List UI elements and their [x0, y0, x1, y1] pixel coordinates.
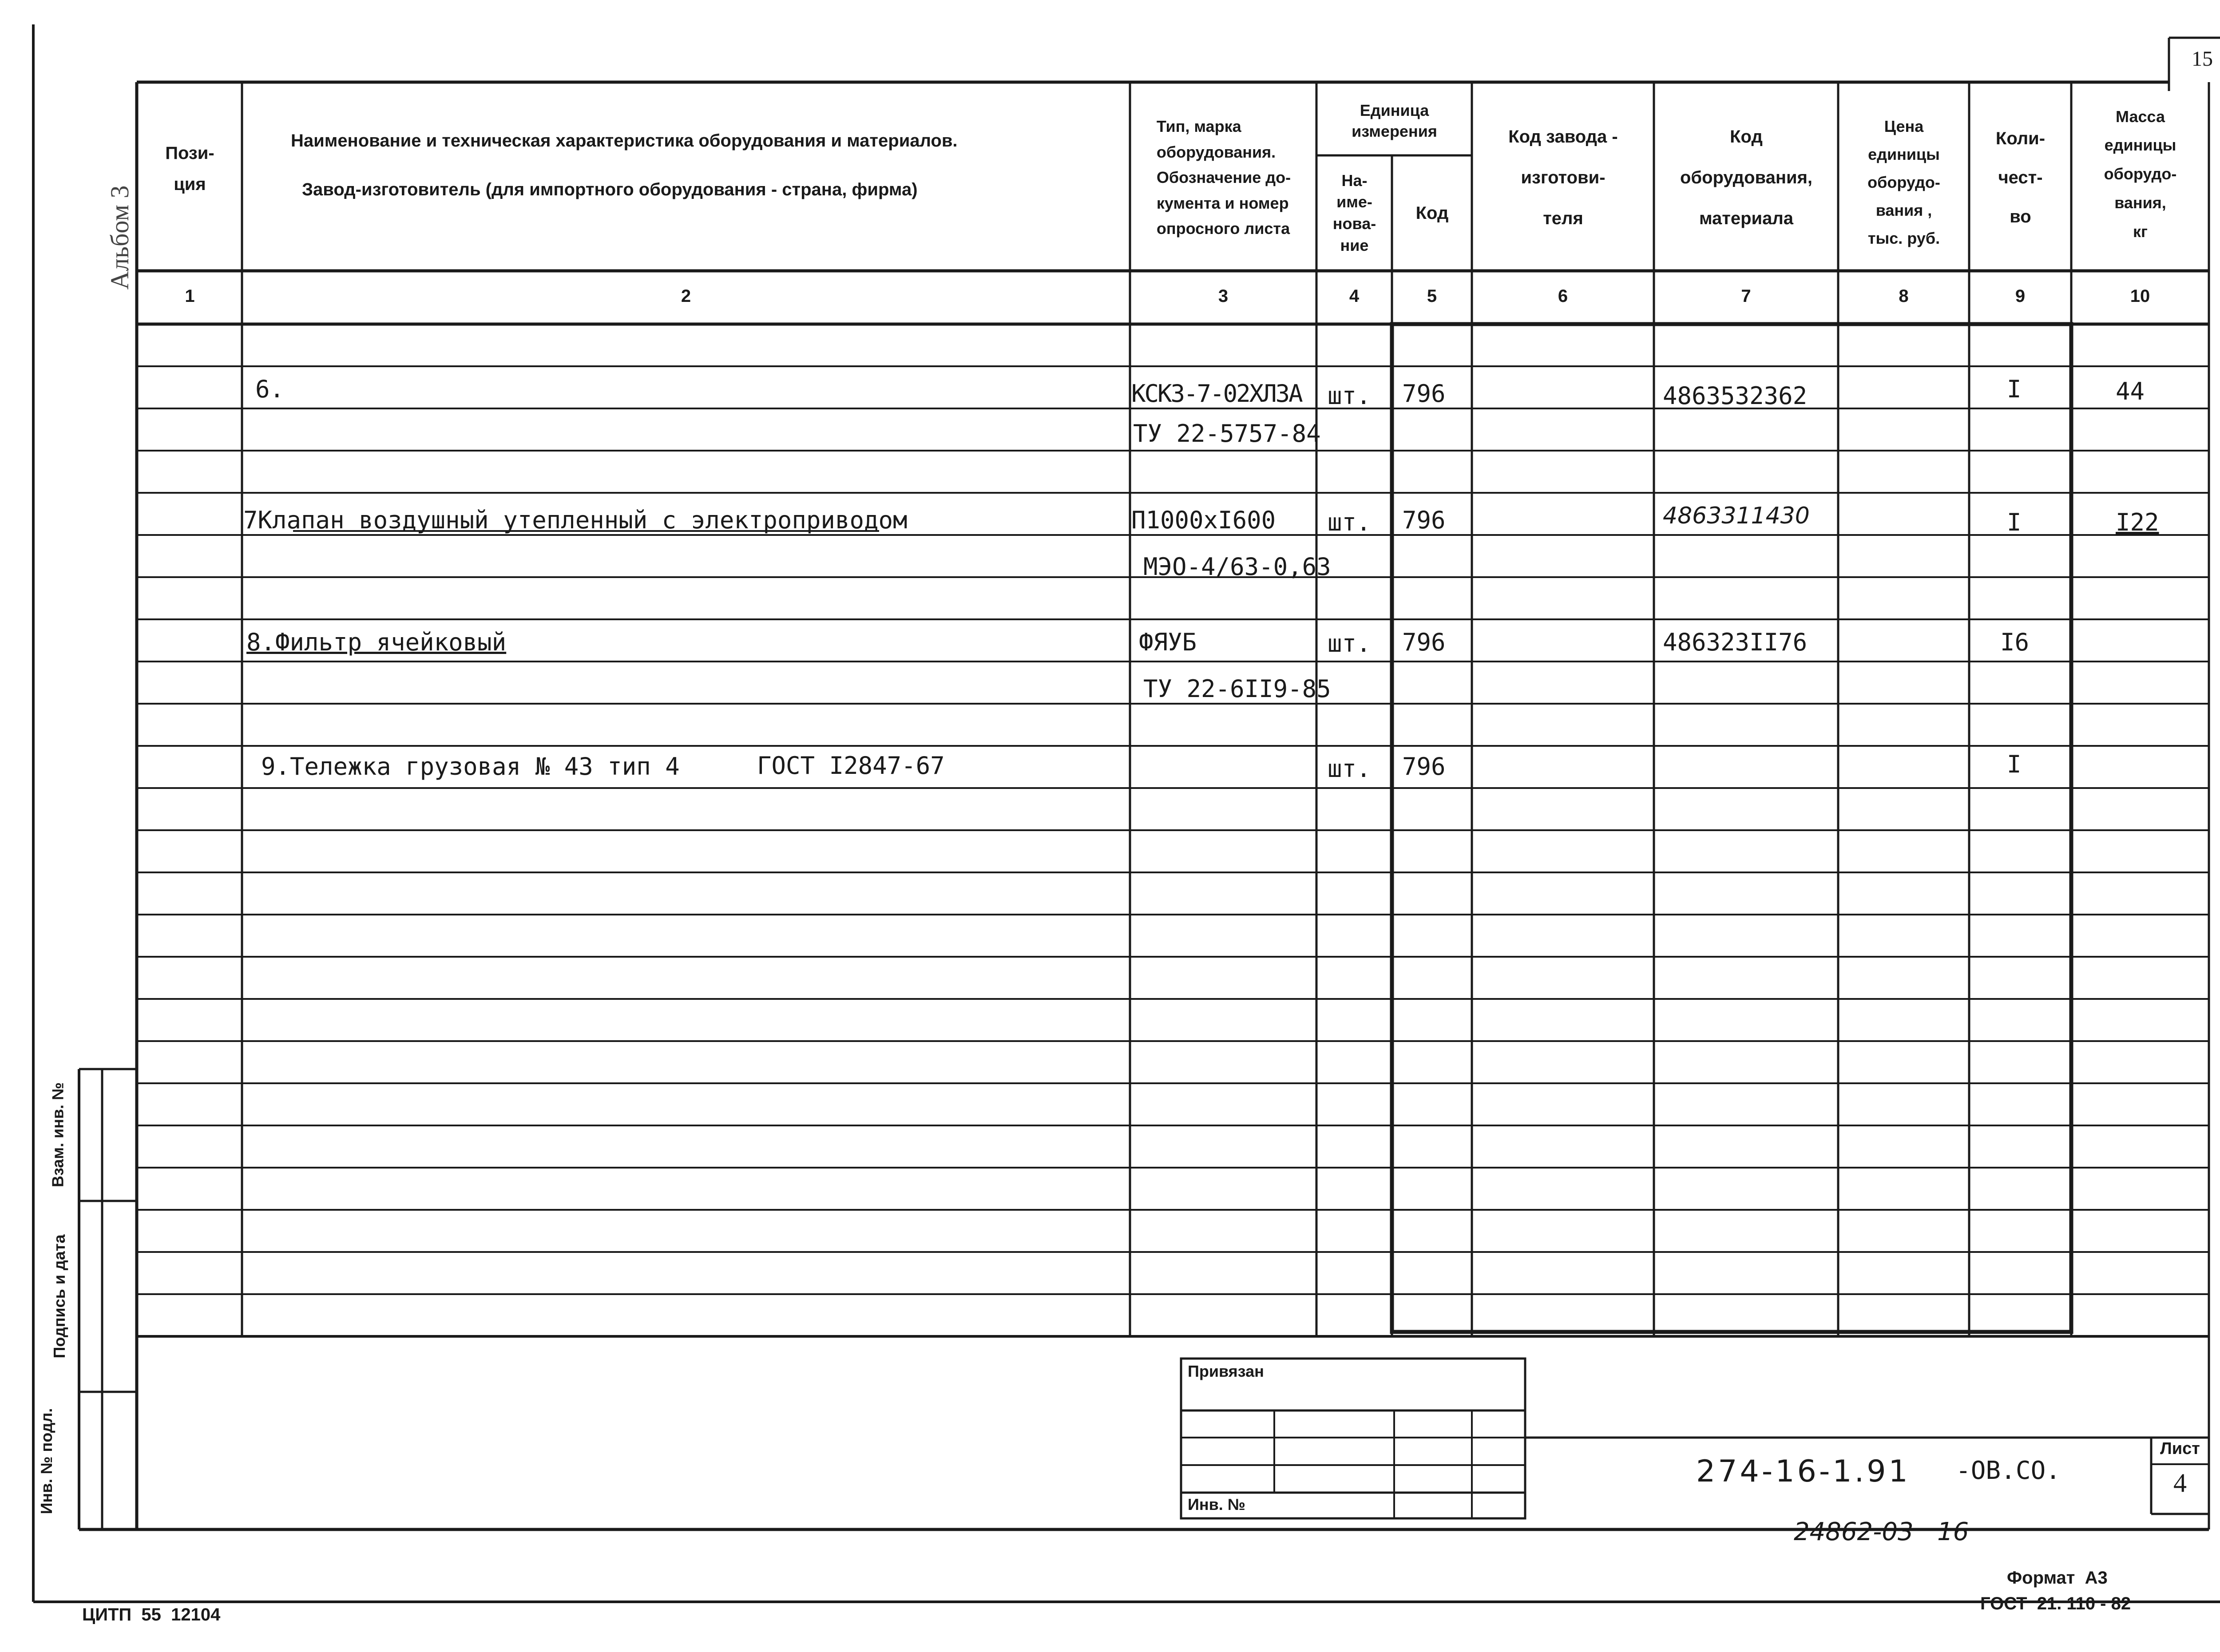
column-number-8: 8: [1899, 286, 1909, 306]
privyazan-label: Привязан: [1188, 1362, 1264, 1380]
stamp-inv-podl: Инв. № подл.: [37, 1408, 56, 1514]
album-label: Альбом 3: [105, 185, 134, 290]
format-label: Формат А3: [2007, 1568, 2108, 1588]
header-unit-code: Код: [1415, 203, 1449, 223]
column-number-3: 3: [1218, 286, 1229, 306]
column-number-6: 6: [1558, 286, 1568, 306]
header-name: [249, 131, 1128, 200]
item-8-doc: ТУ 22-6II9-85: [1143, 675, 1331, 703]
column-number-9: 9: [2015, 286, 2026, 306]
item-7-name-underline: [293, 529, 879, 533]
inv-no-label: Инв. №: [1188, 1495, 1245, 1513]
item-7-equipment-code: 4863311430: [1663, 503, 1810, 529]
doc-code: 274-16-1.91: [1696, 1454, 1911, 1489]
archive-number: 24862-03 16: [1794, 1517, 1969, 1546]
column-number-1: 1: [185, 286, 195, 306]
item-6-quantity: I: [2007, 375, 2022, 403]
column-number-2: 2: [681, 286, 691, 306]
header-quantity: Коли- чест- во: [1995, 129, 2046, 226]
header-name-line1: Наименование и техническая характеристика оборудования и материалов.: [291, 131, 958, 151]
item-7-name: 7Клапан воздушный утепленный с электроприводом: [243, 506, 908, 534]
doc-suffix: -ОВ.СО.: [1956, 1456, 2061, 1485]
item-7-doc: МЭО-4/63-0,63: [1143, 553, 1331, 581]
sheet-number: 4: [2173, 1468, 2187, 1497]
item-9-name: 9.Тележка грузовая № 43 тип 4: [261, 753, 680, 780]
header-type-mark: Тип, марка оборудования. Обозначение до- кумента и номер опросного листа: [1156, 117, 1291, 238]
item-6-unit: шт.: [1328, 382, 1371, 410]
item-6-doc: ТУ 22-5757-84: [1133, 420, 1321, 448]
item-8-type: ФЯУБ: [1139, 628, 1197, 656]
item-9-unit: шт.: [1328, 755, 1371, 783]
item-6-unit-code: 796: [1402, 380, 1446, 408]
header-equipment-code: Код оборудования, материала: [1680, 127, 1813, 228]
item-8-unit-code: 796: [1402, 628, 1446, 656]
item-9-standard: ГОСТ I2847-67: [757, 752, 945, 780]
item-7-quantity: I: [2007, 508, 2022, 536]
column-number-10: 10: [2130, 286, 2150, 306]
item-9-unit-code: 796: [1402, 753, 1446, 780]
column-number-7: 7: [1741, 286, 1751, 306]
header-name-line2: Завод-изготовитель (для импортного оборудования - страна, фирма): [302, 180, 918, 199]
printer-label: ЦИТП 55 12104: [82, 1605, 221, 1624]
item-7-mass: I22: [2116, 508, 2159, 536]
item-7-type: П1000хI600: [1131, 506, 1276, 534]
sheet-label: Лист: [2160, 1439, 2200, 1458]
header-price: Цена единицы оборудо- вания , тыс. руб.: [1867, 117, 1940, 247]
corner-sheet-number: 15: [2192, 47, 2213, 71]
item-8-unit: шт.: [1328, 630, 1371, 658]
item-8-equipment-code: 486323II76: [1663, 628, 1808, 656]
header-unit-name: На- име- нова- ние: [1332, 171, 1376, 254]
header-unit-group: Единица измерения: [1352, 101, 1437, 140]
item-6-type: КСКЗ-7-02ХЛЗА: [1131, 380, 1302, 408]
header-manufacturer-code: Код завода - изготови- теля: [1508, 127, 1618, 228]
column-number-5: 5: [1427, 286, 1437, 306]
item-7-unit-code: 796: [1402, 506, 1446, 534]
item-6-name: 6.: [255, 375, 285, 403]
item-8-name: 8.Фильтр ячейковый: [246, 628, 507, 656]
item-8-quantity: I6: [2000, 628, 2030, 656]
header-mass: Масса единицы оборудо- вания, кг: [2104, 107, 2177, 241]
stamp-vzam-inv: Взам. инв. №: [48, 1082, 67, 1188]
stamp-podpis-data: Подпись и дата: [50, 1234, 68, 1359]
column-number-4: 4: [1349, 286, 1360, 306]
header-position: Пози- ция: [165, 143, 214, 194]
item-7-unit: шт.: [1328, 508, 1371, 536]
item-9-quantity: I: [2007, 750, 2022, 778]
gost-label: ГОСТ 21. 110 - 82: [1980, 1594, 2131, 1613]
item-6-equipment-code: 4863532362: [1663, 382, 1808, 410]
item-6-mass: 44: [2116, 377, 2145, 405]
